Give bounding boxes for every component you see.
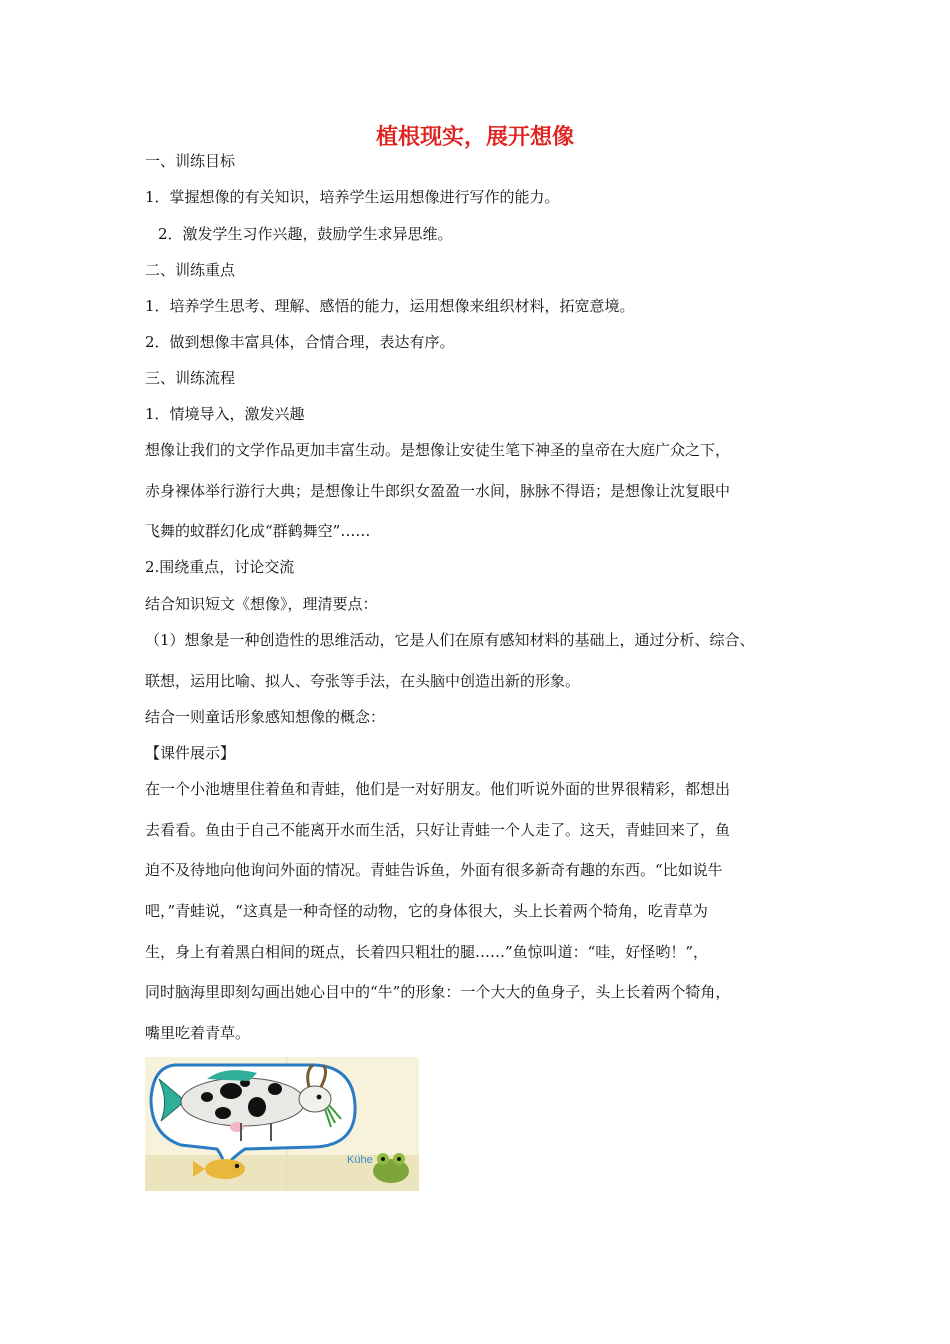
section-heading-process: 三、训练流程 [145, 369, 236, 387]
paragraph: 嘴里吃着青草。 [145, 1024, 251, 1042]
paragraph: 结合知识短文《想像》，理清要点： [145, 595, 378, 613]
courseware-heading: 【课件展示】 [145, 744, 236, 762]
section-heading-focus: 二、训练重点 [145, 261, 236, 279]
paragraph: 2．做到想像丰富具体，合情合理，表达有序。 [145, 333, 455, 351]
paragraph: 去看看。鱼由于自己不能离开水而生活，只好让青蛙一个人走了。这天，青蛙回来了，鱼 [145, 821, 731, 839]
paragraph: 1．掌握想像的有关知识，培养学生运用想像进行写作的能力。 [145, 188, 560, 206]
paragraph: 在一个小池塘里住着鱼和青蛙，他们是一对好朋友。他们听说外面的世界很精彩，都想出 [145, 780, 731, 798]
paragraph: 2.围绕重点，讨论交流 [145, 558, 295, 576]
paragraph: 想像让我们的文学作品更加丰富生动。是想像让安徒生笔下神圣的皇帝在大庭广众之下， [145, 441, 731, 459]
paragraph: 同时脑海里即刻勾画出她心目中的“牛”的形象：一个大大的鱼身子，头上长着两个犄角， [145, 983, 731, 1001]
paragraph: 飞舞的蚊群幻化成“群鹤舞空”…… [145, 522, 371, 540]
paragraph: 1．培养学生思考、理解、感悟的能力，运用想像来组织材料，拓宽意境。 [145, 297, 635, 315]
paragraph: 迫不及待地向他询问外面的情况。青蛙告诉鱼，外面有很多新奇有趣的东西。“比如说牛 [145, 861, 723, 879]
figure-label: Kühe [347, 1154, 373, 1166]
fish-cow-illustration [145, 1057, 419, 1191]
paragraph: 吧，”青蛙说，“这真是一种奇怪的动物，它的身体很大，头上长着两个犄角，吃青草为 [145, 902, 708, 920]
paragraph: 赤身裸体举行游行大典；是想像让牛郎织女盈盈一水间，脉脉不得语；是想像让沈复眼中 [145, 482, 731, 500]
paragraph: 2．激发学生习作兴趣，鼓励学生求异思维。 [158, 225, 453, 243]
paragraph: 1．情境导入，激发兴趣 [145, 405, 305, 423]
paragraph: 联想，运用比喻、拟人、夸张等手法，在头脑中创造出新的形象。 [145, 672, 581, 690]
paragraph: 结合一则童话形象感知想像的概念： [145, 708, 386, 726]
paragraph: 生，身上有着黑白相间的斑点，长着四只粗壮的腿……”鱼惊叫道：“哇，好怪哟！”， [145, 943, 709, 961]
paragraph: （1）想象是一种创造性的思维活动，它是人们在原有感知材料的基础上，通过分析、综合、 [145, 631, 755, 649]
section-heading-goals: 一、训练目标 [145, 152, 236, 170]
document-title: 植根现实，展开想像 [375, 124, 574, 150]
